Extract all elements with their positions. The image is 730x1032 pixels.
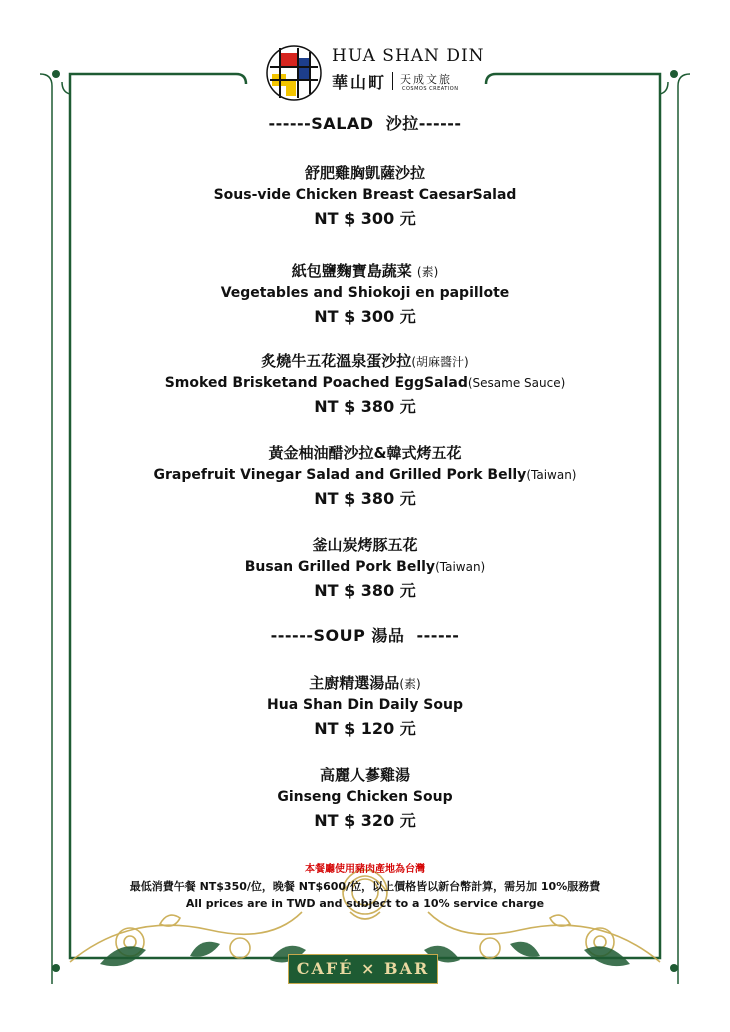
item-name-zh: 舒肥雞胸凱薩沙拉 — [304, 164, 425, 182]
item-price: NT $ 300 元 — [314, 307, 416, 326]
menu-item — [60, 260, 670, 330]
item-name-zh: 主廚精選湯品(素) — [309, 674, 421, 692]
item-name-en: Smoked Brisketand Poached EggSalad(Sesame Sauce) — [164, 375, 566, 391]
section-soup — [60, 624, 670, 834]
menu-item — [60, 672, 670, 742]
item-name-zh: 紙包鹽麴寶島蔬菜 (素) — [291, 262, 439, 280]
item-name-en: Grapefruit Vinegar Salad and Grilled Pork Belly(Taiwan) — [153, 467, 577, 483]
menu-item — [60, 442, 670, 512]
menu-item — [60, 764, 670, 834]
item-name-en: Ginseng Chicken Soup — [277, 789, 453, 805]
menu-body — [60, 112, 670, 834]
menu-item — [60, 162, 670, 232]
item-price: NT $ 300 元 — [314, 209, 416, 228]
item-name-en: Busan Grilled Pork Belly(Taiwan) — [244, 559, 486, 575]
brand-sub-en: COSMOS CREATION — [402, 86, 459, 92]
item-price: NT $ 380 元 — [314, 581, 416, 600]
logo-mark-icon — [266, 44, 322, 102]
item-price: NT $ 380 元 — [314, 489, 416, 508]
menu-item — [60, 350, 670, 420]
item-name-zh: 高麗人蔘雞湯 — [319, 766, 410, 784]
item-price: NT $ 320 元 — [314, 811, 416, 830]
brand-name-en: HUA SHAN DIN — [332, 46, 485, 66]
menu-item — [60, 534, 670, 604]
item-name-en: Hua Shan Din Daily Soup — [267, 697, 463, 713]
item-name-zh: 黃金柚油醋沙拉&韓式烤五花 — [268, 444, 462, 462]
section-salad — [60, 112, 670, 604]
pork-origin-note: 本餐廳使用豬肉產地為台灣 — [305, 864, 425, 875]
service-charge-note: All prices are in TWD and subject to a 10% service charge — [185, 897, 545, 910]
minimum-charge-note: 最低消費午餐 NT$350/位，晚餐 NT$600/位，以上價格皆以新台幣計算，需另加 10%服務費 — [129, 880, 601, 893]
item-price: NT $ 120 元 — [314, 719, 416, 738]
brand-divider — [392, 72, 393, 90]
cafe-bar-badge: CAFÉ × BAR — [288, 954, 438, 984]
item-name-zh: 炙燒牛五花溫泉蛋沙拉(胡麻醬汁) — [261, 352, 469, 370]
section-title: ------SOUP 湯品 ------ — [270, 626, 460, 645]
brand-sub-zh: 天成文旅 — [400, 73, 452, 86]
item-name-en: Sous-vide Chicken Breast CaesarSalad — [213, 187, 517, 203]
item-name-en: Vegetables and Shiokoji en papillote — [220, 285, 510, 301]
item-price: NT $ 380 元 — [314, 397, 416, 416]
item-name-zh: 釜山炭烤豚五花 — [312, 536, 418, 554]
menu-footer — [0, 862, 730, 912]
brand-name-zh: 華山町 — [332, 73, 387, 92]
section-title: ------SALAD 沙拉------ — [268, 114, 462, 133]
brand-logo — [266, 44, 485, 106]
